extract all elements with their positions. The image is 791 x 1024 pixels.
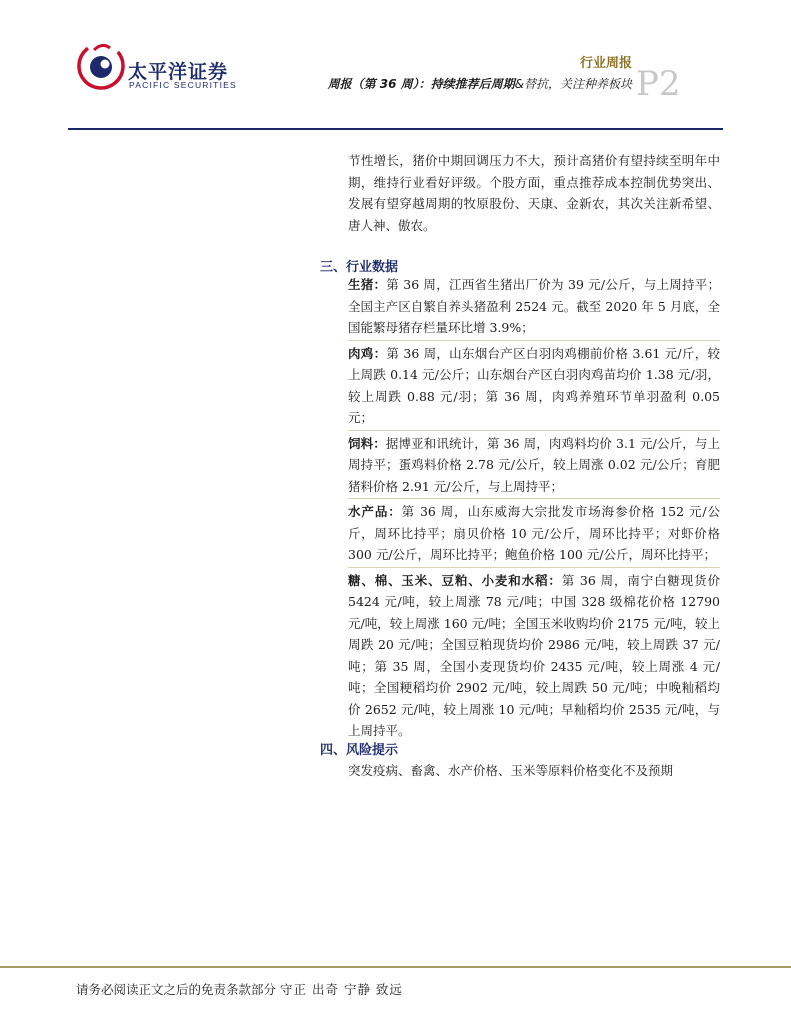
- data-item-lead: 肉鸡：: [348, 345, 387, 361]
- data-item-lead: 水产品：: [348, 504, 402, 519]
- data-item-text: 第 36 周，江西省生猪出厂价为 39 元/公斤，与上周持平；全国主产区自繁自养头猪盈利 2524 元。截至 2020 年 5 月底，全国能繁母猪存栏量环比增 3.9%；: [348, 277, 720, 335]
- data-item-text: 第 36 周，南宁白糖现货价 5424 元/吨，较上周涨 78 元/吨；中国 328 级棉花价格 12790 元/吨，较上周涨 160 元/吨；全国玉米收购均价 2175 元/吨，较上周跌 20 元/吨；全国豆粕现货均价 2986 元/吨，较上周跌 37 元/吨；第 35 周，全国小麦现货均价 2435 元/吨，较上周涨 4 元/吨；全国粳稻均价 2902 元/吨，较上周跌 50 元/吨；中晚籼稻均价 2652 元/吨，较上周涨 10 元/吨；早籼稻均价 2535 元/吨，与上周持平。: [348, 572, 720, 738]
- data-item-lead: 饲料：: [348, 435, 386, 451]
- data-item-feed: [348, 433, 720, 498]
- footer: [76, 980, 403, 998]
- brand-name-en: PACIFIC SECURITIES: [129, 80, 237, 90]
- intro-paragraph: 节性增长，猪价中期回调压力不大，预计高猪价有望持续至明年中期，维持行业看好评级。个股方面，重点推荐成本控制优势突出、发展有望穿越周期的牧原股份、天康、金新农，其次关注新希望、唐人神、傲农。: [348, 153, 720, 233]
- section-title-industry-data: 三、行业数据: [320, 260, 399, 275]
- section-title-risk: 四、风险提示: [320, 743, 399, 758]
- footer-disclaimer: 请务必阅读正文之后的免责条款部分: [76, 982, 277, 997]
- intro-block: [348, 150, 720, 236]
- data-item-aquatic: [348, 501, 720, 566]
- brand-name-cn: 太平洋证券: [128, 61, 229, 83]
- report-title-rest: &替抗，关注种养板块: [514, 77, 632, 91]
- item-separator: [348, 430, 720, 431]
- report-title: [328, 75, 632, 92]
- data-item-broiler: [348, 343, 720, 429]
- industry-data-block: [348, 274, 720, 742]
- data-item-hog: [348, 274, 720, 339]
- data-item-crops: [348, 570, 720, 742]
- data-item-text: 第 36 周，山东烟台产区白羽肉鸡棚前价格 3.61 元/斤，较上周跌 0.14 元/公斤；山东烟台产区白羽肉鸡苗均价 1.38 元/羽，较上周跌 0.88 元/羽；第 36 周，肉鸡养殖环节单羽盈利 0.05 元；: [348, 345, 720, 425]
- data-item-lead: 糖、棉、玉米、豆粕、小麦和水稻：: [348, 572, 562, 588]
- item-separator: [348, 567, 720, 568]
- data-item-lead: 生猪：: [348, 277, 387, 292]
- risk-text: 突发疫病、畜禽、水产价格、玉米等原料价格变化不及预期: [348, 763, 674, 778]
- data-item-text: 据博亚和讯统计，第 36 周，肉鸡料均价 3.1 元/公斤，与上周持平；蛋鸡料价格 2.78 元/公斤，较上周涨 0.02 元/公斤；育肥猪料价格 2.91 元/公斤，与上周持平；: [348, 435, 720, 494]
- item-separator: [348, 498, 720, 499]
- page-number: P2: [636, 64, 681, 104]
- data-item-text: 第 36 周，山东威海大宗批发市场海参价格 152 元/公斤，周环比持平；扇贝价格 10 元/公斤，周环比持平；对虾价格 300 元/公斤，周环比持平；鲍鱼价格 100 元/公斤，周环比持平；: [348, 504, 720, 562]
- report-title-main: 周报（第 36 周）：持续推荐后周期: [327, 77, 515, 91]
- footer-divider: [0, 966, 791, 968]
- report-category: 行业周报: [579, 56, 632, 71]
- item-separator: [348, 340, 720, 341]
- header-divider: [68, 128, 723, 130]
- footer-motto: 守正 出奇 宁静 致远: [280, 982, 403, 997]
- risk-block: [348, 760, 720, 782]
- company-logo-icon: [76, 40, 126, 90]
